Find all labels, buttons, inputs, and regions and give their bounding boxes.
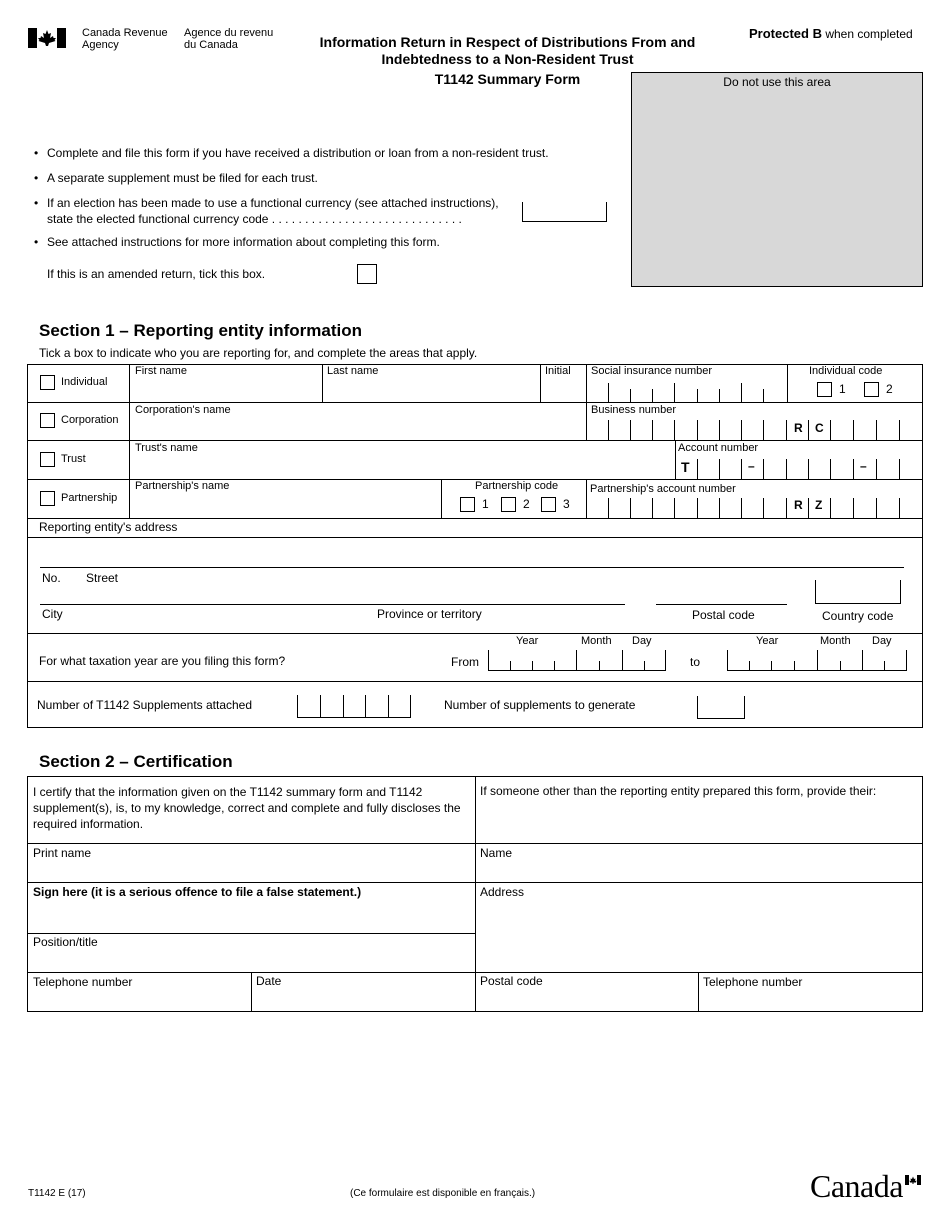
business-number-input[interactable] <box>587 418 922 439</box>
rz-z: Z <box>815 498 823 512</box>
preparer-name-label: Name <box>480 846 513 860</box>
preparer-postal-input[interactable] <box>476 990 697 1011</box>
corporation-name-input[interactable] <box>130 417 585 439</box>
print-name-label: Print name <box>33 846 92 860</box>
preparer-postal-label: Postal code <box>480 974 543 988</box>
do-not-use-area: Do not use this area <box>631 72 923 287</box>
num-generate-label: Number of supplements to generate <box>444 698 636 712</box>
province-label: Province or territory <box>377 607 482 621</box>
other-preparer-label: If someone other than the reporting entity prepared this form, provide their: <box>480 784 877 798</box>
partnership-name-label: Partnership's name <box>135 480 230 492</box>
from-label: From <box>451 655 479 669</box>
partnership-checkbox[interactable] <box>40 491 55 506</box>
partnership-account-input[interactable] <box>587 497 922 517</box>
partnership-code-label: Partnership code <box>475 480 559 492</box>
street-input[interactable] <box>40 545 904 567</box>
from-year-label: Year <box>516 635 539 647</box>
num-supplements-label: Number of T1142 Supplements attached <box>37 698 253 712</box>
trust-checkbox[interactable] <box>40 452 55 467</box>
to-label: to <box>690 655 701 669</box>
trust-account-input[interactable] <box>676 456 922 478</box>
last-name-input[interactable] <box>323 378 539 401</box>
sin-input[interactable] <box>587 380 787 401</box>
from-month-label: Month <box>581 635 612 647</box>
agency-name-fr: Agence du revenu du Canada <box>184 27 274 51</box>
individual-code-1-checkbox[interactable] <box>817 382 832 397</box>
initial-label: Initial <box>545 365 571 377</box>
wordmark-flag-icon <box>905 1172 921 1182</box>
partnership-account-label: Partnership's account number <box>590 483 736 495</box>
partnership-code-3-checkbox[interactable] <box>541 497 556 512</box>
initial-input[interactable] <box>541 378 585 401</box>
street-label: Street <box>86 571 119 585</box>
individual-code-1-label: 1 <box>839 382 846 396</box>
partnership-code-1-checkbox[interactable] <box>460 497 475 512</box>
trust-label: Trust <box>61 453 86 465</box>
account-number-label: Account number <box>678 442 759 454</box>
individual-checkbox[interactable] <box>40 375 55 390</box>
position-input[interactable] <box>28 950 474 971</box>
preparer-telephone-label: Telephone number <box>703 975 803 989</box>
corporation-label: Corporation <box>61 414 119 426</box>
city-label: City <box>42 607 63 621</box>
date-input[interactable] <box>252 990 474 1011</box>
rz-r: R <box>794 498 803 512</box>
individual-label: Individual <box>61 376 108 388</box>
trust-name-label: Trust's name <box>135 442 198 454</box>
preparer-address-input[interactable] <box>476 900 922 971</box>
address-label: Reporting entity's address <box>39 520 178 534</box>
intro-bullet: • If an election has been made to use a functional currency (see attached instructions), state the elected functional currency code . . . . . . . . . . . . . . . . . . . . . . . . . . . . . <box>47 195 499 227</box>
corporation-name-label: Corporation's name <box>135 404 231 416</box>
corporation-checkbox[interactable] <box>40 413 55 428</box>
individual-code-2-checkbox[interactable] <box>864 382 879 397</box>
telephone-input[interactable] <box>28 990 250 1011</box>
french-note: (Ce formulaire est disponible en français.) <box>350 1188 536 1199</box>
bn-rc-r: R <box>794 421 803 435</box>
form-title: Information Return in Respect of Distributions From and Indebtedness to a Non-Resident Trust T1142 Summary Form <box>319 34 696 87</box>
canada-flag-icon <box>28 28 66 48</box>
to-month-label: Month <box>820 635 851 647</box>
from-day-label: Day <box>632 635 652 647</box>
acct-dash-1: – <box>748 459 755 473</box>
from-date-input[interactable] <box>488 650 666 671</box>
section2-title: Section 2 – Certification <box>39 752 233 771</box>
first-name-input[interactable] <box>130 378 321 401</box>
business-number-label: Business number <box>591 404 676 416</box>
last-name-label: Last name <box>327 365 379 377</box>
country-code-label: Country code <box>822 609 894 623</box>
section1-instruction: Tick a box to indicate who you are reporting for, and complete the areas that apply. <box>39 346 478 360</box>
first-name-label: First name <box>135 365 187 377</box>
partnership-label: Partnership <box>61 492 118 504</box>
protected-b-label: Protected B when completed <box>749 26 913 41</box>
amended-label: If this is an amended return, tick this box. <box>47 267 266 281</box>
intro-bullet: • A separate supplement must be filed for each trust. <box>47 171 318 185</box>
postal-code-input[interactable] <box>656 582 787 604</box>
partnership-code-3-label: 3 <box>563 497 570 511</box>
intro-bullet: • Complete and file this form if you have received a distribution or loan from a non-resident trust. <box>47 146 549 160</box>
form-id: T1142 E (17) <box>28 1188 86 1199</box>
partnership-code-1-label: 1 <box>482 497 489 511</box>
no-label: No. <box>42 571 61 585</box>
num-supplements-input[interactable] <box>297 695 411 718</box>
partnership-code-2-checkbox[interactable] <box>501 497 516 512</box>
amended-checkbox[interactable] <box>357 264 377 284</box>
date-label: Date <box>256 974 282 988</box>
postal-code-label: Postal code <box>692 608 755 622</box>
sin-label: Social insurance number <box>591 365 713 377</box>
certify-statement: I certify that the information given on the T1142 summary form and T1142 supplement(s), is, to my knowledge, correct and complete and fully discloses the required information. <box>33 785 461 831</box>
trust-name-input[interactable] <box>130 455 674 478</box>
print-name-input[interactable] <box>28 860 474 881</box>
partnership-code-2-label: 2 <box>523 497 530 511</box>
functional-currency-input[interactable] <box>522 202 607 222</box>
num-generate-input[interactable] <box>697 696 745 719</box>
telephone-label: Telephone number <box>33 975 133 989</box>
intro-bullet: • See attached instructions for more information about completing this form. <box>47 235 440 249</box>
bn-rc-c: C <box>815 421 824 435</box>
signature-field[interactable] <box>28 900 474 932</box>
agency-name-en: Canada Revenue Agency <box>82 27 168 51</box>
position-label: Position/title <box>33 935 98 949</box>
acct-t: T <box>681 459 690 475</box>
preparer-name-input[interactable] <box>476 860 922 881</box>
city-province-input[interactable] <box>40 582 625 604</box>
individual-code-2-label: 2 <box>886 382 893 396</box>
acct-dash-2: – <box>860 459 867 473</box>
individual-code-label: Individual code <box>809 365 883 377</box>
to-day-label: Day <box>872 635 892 647</box>
section1-title: Section 1 – Reporting entity information <box>39 321 363 340</box>
preparer-address-label: Address <box>480 885 525 899</box>
partnership-name-input[interactable] <box>130 494 440 517</box>
sign-here-label: Sign here (it is a serious offence to file a false statement.) <box>33 885 362 899</box>
preparer-telephone-input[interactable] <box>699 990 922 1011</box>
country-code-input[interactable] <box>815 580 901 604</box>
canada-wordmark: Canada <box>810 1168 903 1204</box>
tax-year-question: For what taxation year are you filing this form? <box>39 654 286 668</box>
to-year-label: Year <box>756 635 779 647</box>
